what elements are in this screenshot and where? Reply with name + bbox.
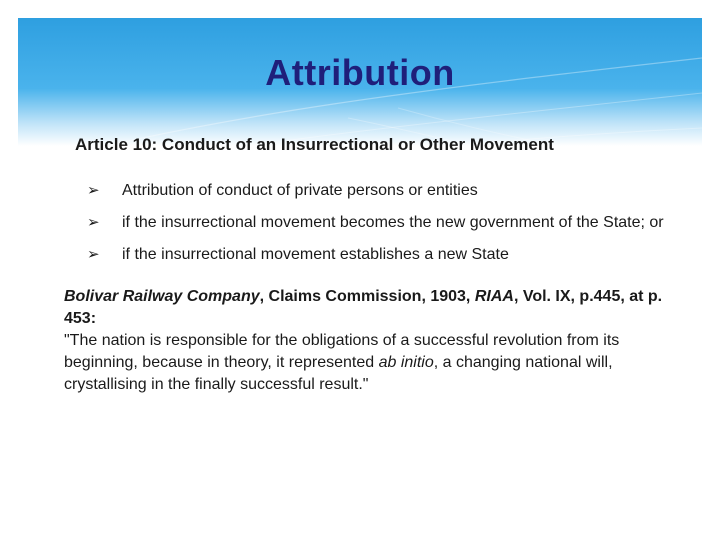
case-name: Bolivar Railway Company: [64, 288, 260, 305]
case-quote-block: [64, 286, 689, 396]
list-item: [87, 244, 677, 266]
citation-page: , Vol. IX, p.445, at p. 453:: [64, 288, 663, 327]
arrow-bullet-icon: ➢: [87, 214, 100, 231]
bullet-text: Attribution of conduct of private persons or entities: [122, 182, 478, 199]
citation-text: , Claims Commission, 1903,: [259, 288, 475, 305]
bullet-text: if the insurrectional movement establishes a new State: [122, 246, 509, 263]
list-item: [87, 212, 677, 234]
arrow-bullet-icon: ➢: [87, 246, 100, 263]
article-heading: Article 10: Conduct of an Insurrectional or Other Movement: [75, 135, 554, 154]
arrow-bullet-icon: ➢: [87, 182, 100, 199]
quote-text: "The nation is responsible for the obligations of a successful revolution from its beginning, because in theory, it represented: [64, 332, 620, 371]
bullet-list: [87, 180, 677, 276]
latin-phrase: ab initio: [378, 354, 434, 371]
case-citation: [64, 286, 689, 330]
reporter-name: RIAA: [474, 288, 514, 305]
list-item: [87, 180, 677, 202]
quote-text-end: , a changing national will, crystallising in the finally successful result.": [64, 354, 613, 393]
bullet-text: if the insurrectional movement becomes the new government of the State; or: [122, 214, 664, 231]
slide-title: Attribution: [265, 52, 455, 93]
case-quote: [64, 330, 689, 396]
